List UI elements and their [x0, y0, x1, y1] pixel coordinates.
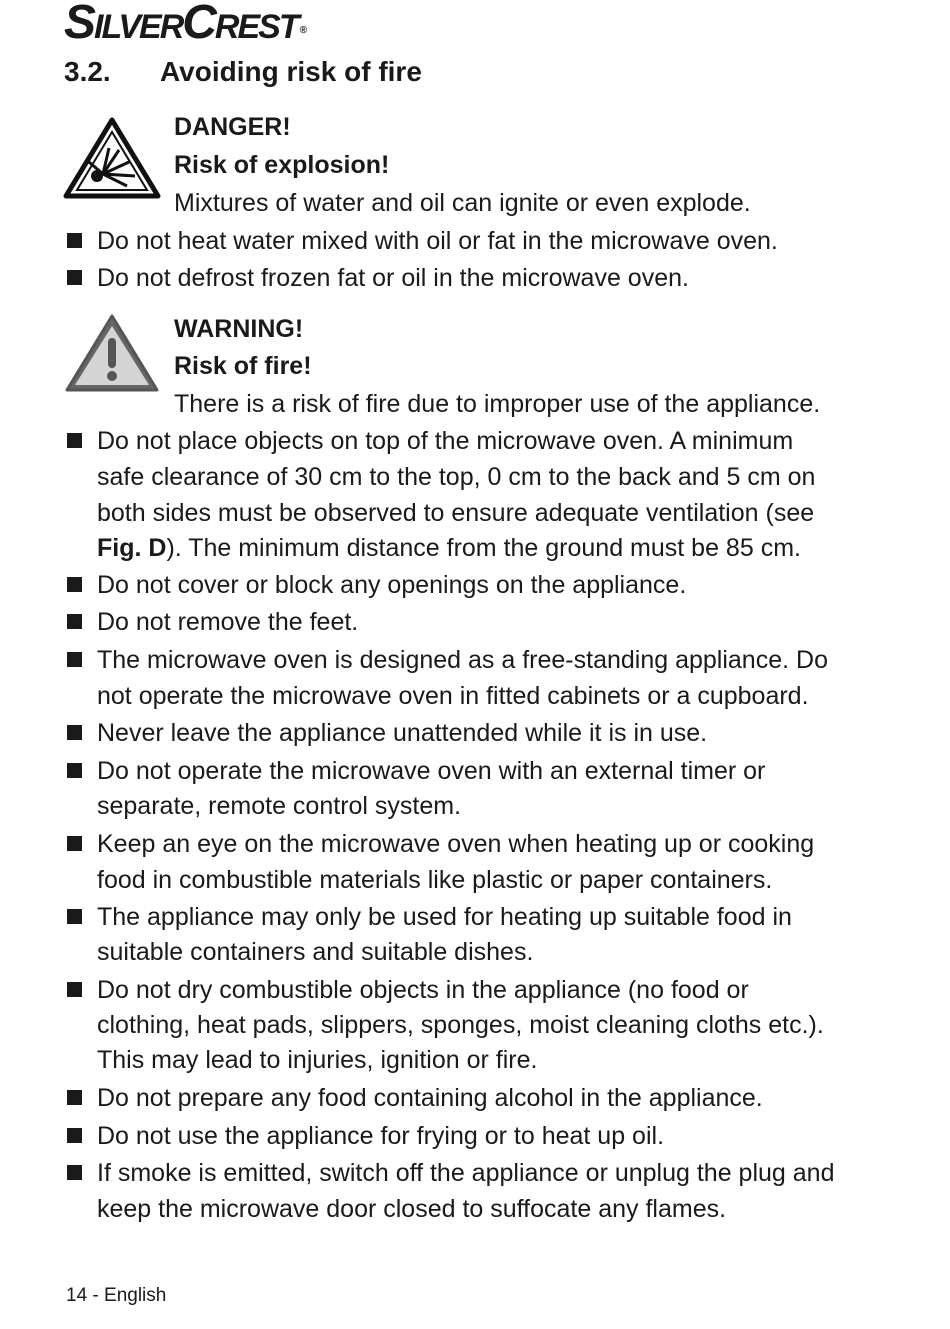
section-title: Avoiding risk of fire — [160, 56, 422, 87]
warning-title: Risk of fire! — [174, 352, 312, 380]
bullet-square — [67, 433, 82, 448]
bullet-line — [97, 1007, 824, 1043]
brand-name: SilverCrest — [64, 0, 298, 49]
bullet-text: not operate the microwave oven in fitted cabinets or a cupboard. — [97, 682, 809, 710]
bullet-line — [97, 1080, 763, 1116]
bullet-square — [67, 1090, 82, 1105]
bullet-line — [97, 972, 749, 1008]
bullet-square — [67, 836, 82, 851]
bullet-text: Keep an eye on the microwave oven when heating up or cooking — [97, 830, 815, 858]
bullet-text: Do not dry combustible objects in the appliance (no food or — [97, 976, 749, 1004]
bullet-text: Do not cover or block any openings on the appliance. — [97, 571, 687, 599]
bullet-line — [97, 934, 533, 970]
bullet-line — [97, 788, 461, 824]
bullet-square — [67, 270, 82, 285]
bullet-line — [97, 753, 765, 789]
bullet-text: Do not use the appliance for frying or to heat up oil. — [97, 1122, 665, 1150]
bullet-text: Do not defrost frozen fat or oil in the microwave oven. — [97, 264, 689, 292]
bullet-line — [97, 223, 778, 259]
bullet-text: If smoke is emitted, switch off the appliance or unplug the plug and — [97, 1159, 835, 1187]
bullet-line — [97, 1191, 726, 1227]
bullet-text: Do not operate the microwave oven with an external timer or — [97, 757, 766, 785]
registered-mark: ® — [299, 25, 307, 36]
bullet-line — [97, 495, 814, 531]
bullet-text: food in combustible materials like plastic or paper containers. — [97, 866, 773, 894]
bullet-square — [67, 233, 82, 248]
bullet-line — [97, 678, 809, 714]
bullet-line — [97, 1118, 664, 1154]
bullet-text: both sides must be observed to ensure adequate ventilation (see — [97, 499, 815, 527]
bullet-text: Do not remove the feet. — [97, 608, 359, 636]
bullet-line — [97, 459, 815, 495]
bullet-square — [67, 614, 82, 629]
warning-text: There is a risk of fire due to improper use of the appliance. — [174, 390, 821, 418]
bullet-text: keep the microwave door closed to suffocate any flames. — [97, 1195, 727, 1223]
bullet-text: suitable containers and suitable dishes. — [97, 938, 534, 966]
bullet-square — [67, 1128, 82, 1143]
section-number: 3.2. — [64, 56, 111, 87]
bullet-text: Never leave the appliance unattended while it is in use. — [97, 719, 708, 747]
bullet-line — [97, 862, 772, 898]
bullet-line — [97, 530, 801, 566]
silvercrest-logo — [64, 0, 307, 48]
danger-text: Mixtures of water and oil can ignite or even explode. — [174, 189, 751, 217]
bullet-text: Do not prepare any food containing alcohol in the appliance. — [97, 1084, 763, 1112]
bullet-line — [97, 826, 814, 862]
bullet-line — [97, 642, 828, 678]
figure-reference: Fig. D — [97, 534, 167, 562]
bullet-line — [97, 1155, 834, 1191]
bullet-line — [97, 260, 689, 296]
danger-title: Risk of explosion! — [174, 151, 390, 179]
bullet-square — [67, 909, 82, 924]
bullet-square — [67, 982, 82, 997]
bullet-square — [67, 577, 82, 592]
bullet-text: separate, remote control system. — [97, 792, 462, 820]
bullet-line — [97, 604, 358, 640]
bullet-text: safe clearance of 30 cm to the top, 0 cm to the back and 5 cm on — [97, 463, 816, 491]
bullet-line — [97, 423, 793, 459]
bullet-text: The microwave oven is designed as a free-standing appliance. Do — [97, 646, 828, 674]
danger-signal-word: DANGER! — [174, 113, 291, 141]
warning-exclamation-icon — [64, 312, 160, 394]
bullet-line — [97, 567, 686, 603]
bullet-line — [97, 1042, 537, 1078]
bullet-text: clothing, heat pads, slippers, sponges, moist cleaning cloths etc.). — [97, 1011, 824, 1039]
page-footer: 14 - English — [66, 1285, 167, 1306]
bullet-text: Do not place objects on top of the microwave oven. A minimum — [97, 427, 794, 455]
bullet-square — [67, 652, 82, 667]
bullet-square — [67, 725, 82, 740]
bullet-line — [97, 715, 707, 751]
bullet-text: Do not heat water mixed with oil or fat in the microwave oven. — [97, 227, 778, 255]
bullet-text: The appliance may only be used for heating up suitable food in — [97, 903, 792, 931]
explosive-hazard-icon — [63, 116, 161, 200]
bullet-text: This may lead to injuries, ignition or fire. — [97, 1046, 538, 1074]
bullet-line — [97, 899, 792, 935]
bullet-square — [67, 1165, 82, 1180]
bullet-square — [67, 763, 82, 778]
bullet-text: ). The minimum distance from the ground must be 85 cm. — [166, 534, 801, 562]
warning-signal-word: WARNING! — [174, 315, 304, 343]
